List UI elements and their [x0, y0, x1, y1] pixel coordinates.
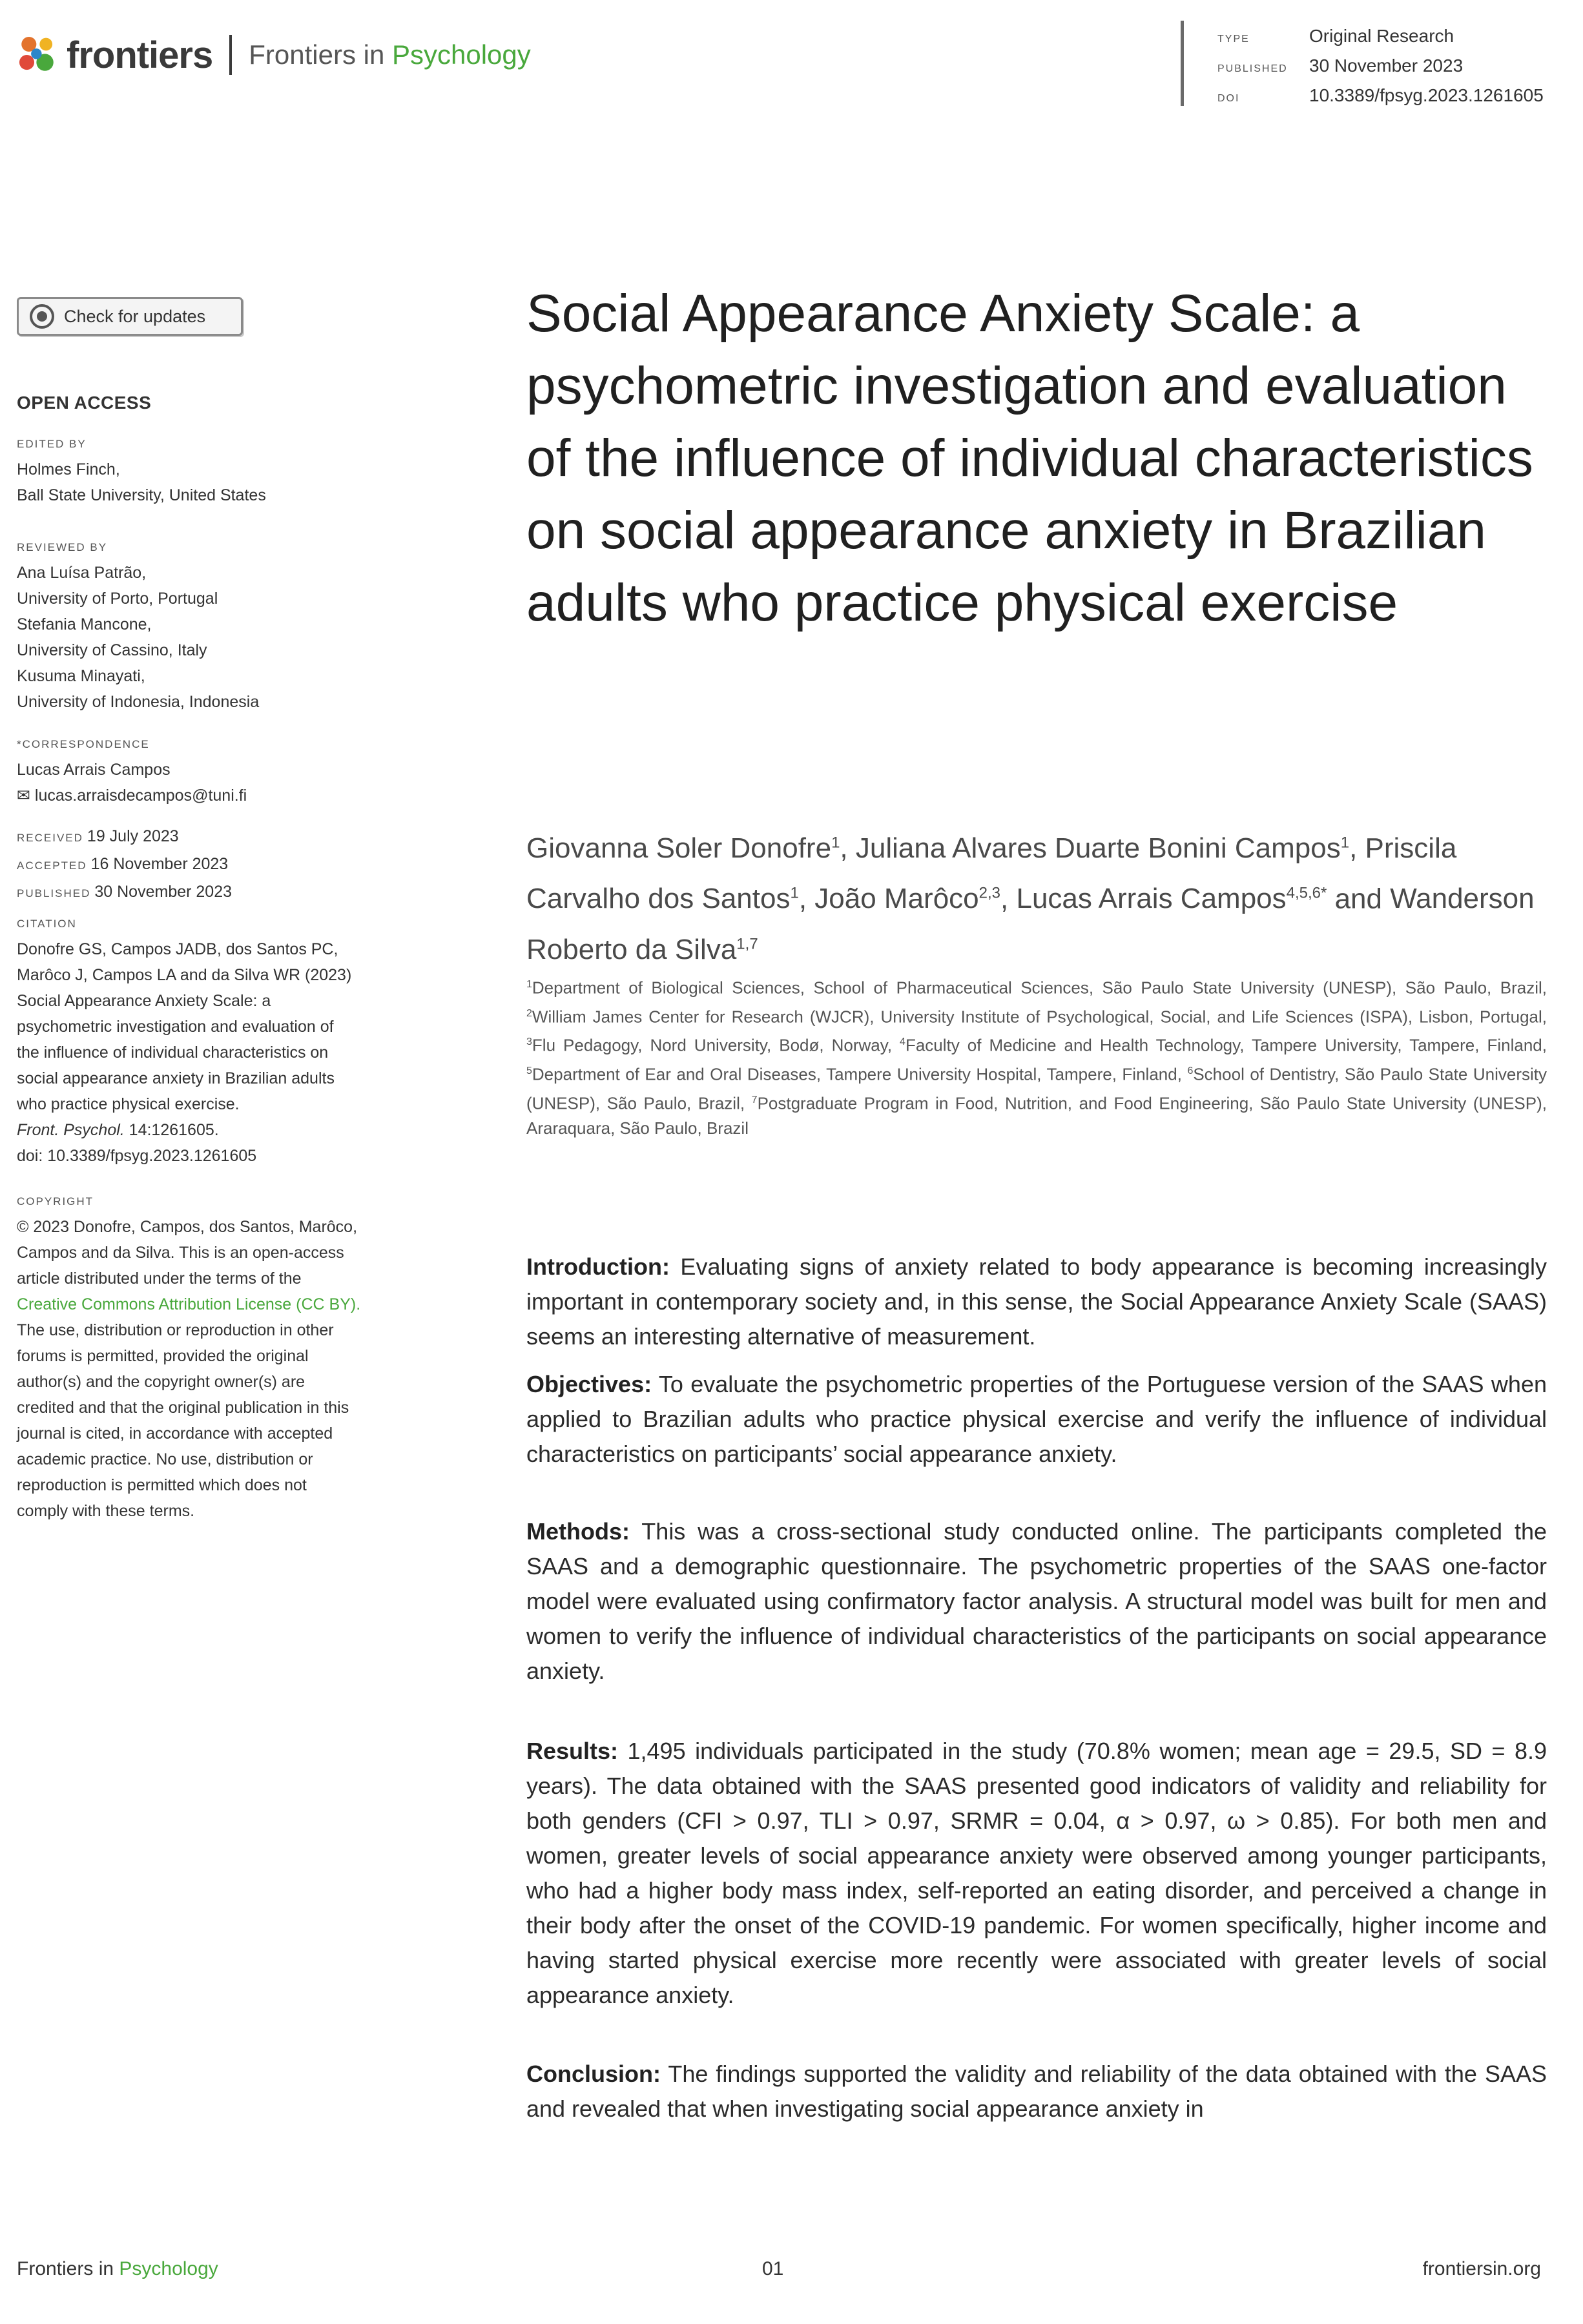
check-for-updates-label: Check for updates [64, 306, 206, 326]
meta-published-value: 30 November 2023 [1309, 56, 1464, 76]
citation-line: social appearance anxiety in Brazilian adults [17, 1069, 335, 1087]
author[interactable]: Juliana Alvares Duarte Bonini Campos$^1$ [855, 832, 1350, 864]
editor-affiliation: Ball State University, United States [17, 486, 266, 504]
copyright-line: comply with these terms. [17, 1502, 195, 1520]
page-number: 01 [762, 2258, 784, 2279]
journal-prefix: Frontiers in [249, 39, 385, 70]
citation-line: who practice physical exercise. [17, 1095, 240, 1113]
copyright-line: article distributed under the terms of the [17, 1270, 302, 1288]
reviewer-name: Ana Luísa Patrão, [17, 564, 147, 582]
citation-source [17, 1117, 488, 1143]
affiliation: Faculty of Medicine and Health Technology, Tampere University, Tampere, Finland, [905, 1035, 1547, 1055]
methods-label: Methods: [526, 1518, 630, 1545]
copyright-line: forums is permitted, provided the original [17, 1347, 309, 1365]
affiliation: William James Center for Research (WJCR), University Institute of Psychological, Social, and Life Sciences (ISPA), Lisbon, Portugal, [532, 1007, 1547, 1027]
citation-heading: CITATION [17, 918, 77, 930]
author[interactable]: João Marôco$^{2,3}$ [814, 883, 1001, 915]
author-list: Giovanna Soler Donofre$^1$, Juliana Alvares Duarte Bonini Campos$^1$, Priscila Carvalho dos Santos$^1$, João Marôco$^{2,3}$, Lucas Arrais Campos$^{4,5,6*}$ and Wanderson Roberto da Silva$^{1,7}$ [526, 832, 1535, 965]
copyright-line: reproduction is permitted which does not [17, 1476, 307, 1494]
copyright-line: credited and that the original publication in this [17, 1399, 349, 1417]
citation-line: Social Appearance Anxiety Scale: a [17, 992, 271, 1010]
citation-doi[interactable]: doi: 10.3389/fpsyg.2023.1261605 [17, 1147, 257, 1165]
reviewer-name: Stefania Mancone, [17, 615, 152, 633]
reviewed-by-section [17, 539, 488, 715]
citation-journal: Front. Psychol. [17, 1121, 125, 1139]
correspondence-email[interactable]: lucas.arraisdecampos@tuni.fi [34, 787, 247, 805]
abstract-results [526, 1734, 1547, 2013]
citation-line: the influence of individual characteristics on [17, 1044, 329, 1062]
objectives-label: Objectives: [526, 1371, 652, 1397]
affiliation: Postgraduate Program in Food, Nutrition, and Food Engineering, São Paulo State University (UNESP), Araraquara, São Paulo, Brazil [526, 1093, 1547, 1138]
journal-title: Psychology [392, 39, 531, 70]
update-check-icon [29, 303, 55, 329]
meta-type-value: Original Research [1309, 26, 1454, 46]
footer-journal-name: Psychology [119, 2258, 218, 2279]
citation-volume: 14:1261605. [124, 1121, 219, 1139]
copyright-line: academic practice. No use, distribution or [17, 1450, 313, 1468]
author[interactable]: Lucas Arrais Campos$^{4,5,6*}$ [1016, 883, 1327, 915]
reviewed-by-heading: REVIEWED BY [17, 541, 108, 553]
citation-line: Marôco J, Campos LA and da Silva WR (2023) [17, 966, 352, 984]
edited-by-heading: EDITED BY [17, 438, 87, 450]
received-date: 19 July 2023 [87, 827, 179, 845]
dates-section [17, 823, 488, 907]
footer-journal [17, 2258, 218, 2280]
article-title: Social Appearance Anxiety Scale: a psychometric investigation and evaluation of the influence of individual characteristics on social appearance anxiety in Brazilian adults who practice physical exercise [526, 284, 1533, 632]
reviewer-affiliation: University of Porto, Portugal [17, 590, 218, 608]
copyright-heading: COPYRIGHT [17, 1195, 94, 1208]
correspondence-heading: *CORRESPONDENCE [17, 738, 150, 750]
citation-line: psychometric investigation and evaluation of [17, 1018, 334, 1036]
abstract-methods [526, 1514, 1547, 1689]
journal-name [249, 39, 531, 70]
results-text: 1,495 individuals participated in the study (70.8% women; mean age = 29.5, SD = 8.9 years). The data obtained with the SAAS presented good indicators of validity and reliability for both genders (CFI > 0.97, TLI > 0.97, SRMR = 0.04, α > 0.97, ω > 0.85). For both men and women, greater levels of social appearance anxiety were observed among younger participants, who had a higher body mass index, self-reported an eating disorder, and perceived a change in their body after the onset of the COVID-19 pandemic. For women specifically, higher income and having started physical exercise more recently were associated with greater levels of social appearance anxiety. [526, 1738, 1547, 2008]
check-for-updates-button[interactable] [17, 297, 243, 336]
reviewer-name: Kusuma Minayati, [17, 667, 145, 685]
objectives-text: To evaluate the psychometric properties of the Portuguese version of the SAAS when applied to Brazilian adults who practice physical exercise and verify the influence of individual characteristics on participants’ social appearance anxiety. [526, 1371, 1547, 1467]
abstract-objectives [526, 1367, 1547, 1472]
affiliation: School of Dentistry, São Paulo State University (UNESP), São Paulo, Brazil, [526, 1064, 1547, 1113]
edited-by-section [17, 436, 488, 508]
logo-divider [229, 35, 232, 75]
citation-section [17, 916, 488, 1169]
introduction-text: Evaluating signs of anxiety related to body appearance is becoming increasingly important in contemporary society and, in this sense, the Social Appearance Anxiety Scale (SAAS) seems an interesting alternative of measurement. [526, 1253, 1547, 1350]
author[interactable]: Wanderson Roberto da Silva$^{1,7}$ [526, 883, 1535, 965]
frontiers-logo-icon [16, 34, 59, 76]
copyright-line: © 2023 Donofre, Campos, dos Santos, Marôco, [17, 1218, 358, 1236]
cc-by-license-link[interactable]: Creative Commons Attribution License (CC BY). [17, 1295, 361, 1313]
correspondence-email-row[interactable] [17, 783, 488, 808]
open-access-label: OPEN ACCESS [17, 393, 152, 413]
correspondence-name: Lucas Arrais Campos [17, 761, 171, 779]
introduction-label: Introduction: [526, 1253, 670, 1280]
logo-wordmark: frontiers [67, 34, 213, 76]
received-label: RECEIVED [17, 832, 83, 844]
footer-site-link[interactable]: frontiersin.org [1422, 2258, 1541, 2279]
accepted-date: 16 November 2023 [90, 855, 229, 873]
editor-name: Holmes Finch, [17, 460, 120, 478]
author[interactable]: Giovanna Soler Donofre$^1$ [526, 832, 840, 864]
methods-text: This was a cross-sectional study conducted online. The participants completed the SAAS and a demographic questionnaire. The psychometric properties of the SAAS one-factor model were evaluated using confirmatory factor analysis. A structural model was built for men and women to verify the influence of individual characteristics of the participants on social appearance anxiety. [526, 1518, 1547, 1684]
published-label: PUBLISHED [17, 887, 91, 900]
conclusion-text: The findings supported the validity and reliability of the data obtained with the SAAS and revealed that when investigating social appearance anxiety in [526, 2061, 1547, 2122]
published-row [17, 879, 488, 907]
meta-type-label: TYPE [1217, 34, 1250, 45]
affiliation: Department of Biological Sciences, School of Pharmaceutical Sciences, São Paulo State University (UNESP), São Paulo, Brazil, [532, 978, 1547, 998]
meta-published [1217, 56, 1463, 76]
correspondence-section [17, 736, 488, 808]
meta-doi[interactable] [1217, 85, 1544, 106]
accepted-label: ACCEPTED [17, 859, 87, 872]
abstract-conclusion [526, 2057, 1547, 2126]
footer-journal-prefix: Frontiers in [17, 2258, 114, 2279]
published-date: 30 November 2023 [94, 883, 233, 901]
copyright-line: The use, distribution or reproduction in other [17, 1321, 334, 1339]
affiliation: Flu Pedagogy, Nord University, Bodø, Norway, [532, 1035, 900, 1055]
copyright-section [17, 1193, 488, 1524]
affiliations: $^1$Department of Biological Sciences, School of Pharmaceutical Sciences, São Paulo State University (UNESP), São Paulo, Brazil, $^2$William James Center for Research (WJCR), University Institute of Psychological, Social, and Life Sciences (ISPA), Lisbon, Portugal, $^3$Flu Pedagogy, Nord University, Bodø, Norway, $^4$Faculty of Medicine and Health Technology, Tampere University, Tampere, Finland, $^5$Department of Ear and Oral Diseases, Tampere University Hospital, Tampere, Finland, $^6$School of Dentistry, São Paulo State University (UNESP), São Paulo, Brazil, $^7$Postgraduate Program in Food, Nutrition, and Food Engineering, São Paulo State University (UNESP), Araraquara, São Paulo, Brazil [526, 978, 1547, 1138]
affiliation: Department of Ear and Oral Diseases, Tampere University Hospital, Tampere, Finland, [532, 1064, 1188, 1084]
received-row [17, 823, 488, 851]
meta-divider [1181, 21, 1184, 106]
abstract-introduction [526, 1249, 1547, 1354]
reviewer-affiliation: University of Cassino, Italy [17, 641, 207, 659]
meta-doi-value[interactable]: 10.3389/fpsyg.2023.1261605 [1309, 85, 1544, 105]
citation-line: Donofre GS, Campos JADB, dos Santos PC, [17, 940, 338, 958]
frontiers-logo[interactable] [16, 29, 531, 81]
meta-doi-label: DOI [1217, 93, 1240, 104]
reviewer-affiliation: University of Indonesia, Indonesia [17, 693, 260, 711]
copyright-line: author(s) and the copyright owner(s) are [17, 1373, 305, 1391]
copyright-line: journal is cited, in accordance with accepted [17, 1424, 333, 1443]
email-icon: ✉ [17, 787, 30, 805]
conclusion-label: Conclusion: [526, 2061, 661, 2087]
results-label: Results: [526, 1738, 619, 1764]
copyright-line: Campos and da Silva. This is an open-access [17, 1244, 344, 1262]
accepted-row [17, 851, 488, 879]
meta-type [1217, 26, 1454, 46]
meta-published-label: PUBLISHED [1217, 63, 1288, 74]
author[interactable]: Priscila Carvalho dos Santos$^1$ [526, 832, 1457, 915]
